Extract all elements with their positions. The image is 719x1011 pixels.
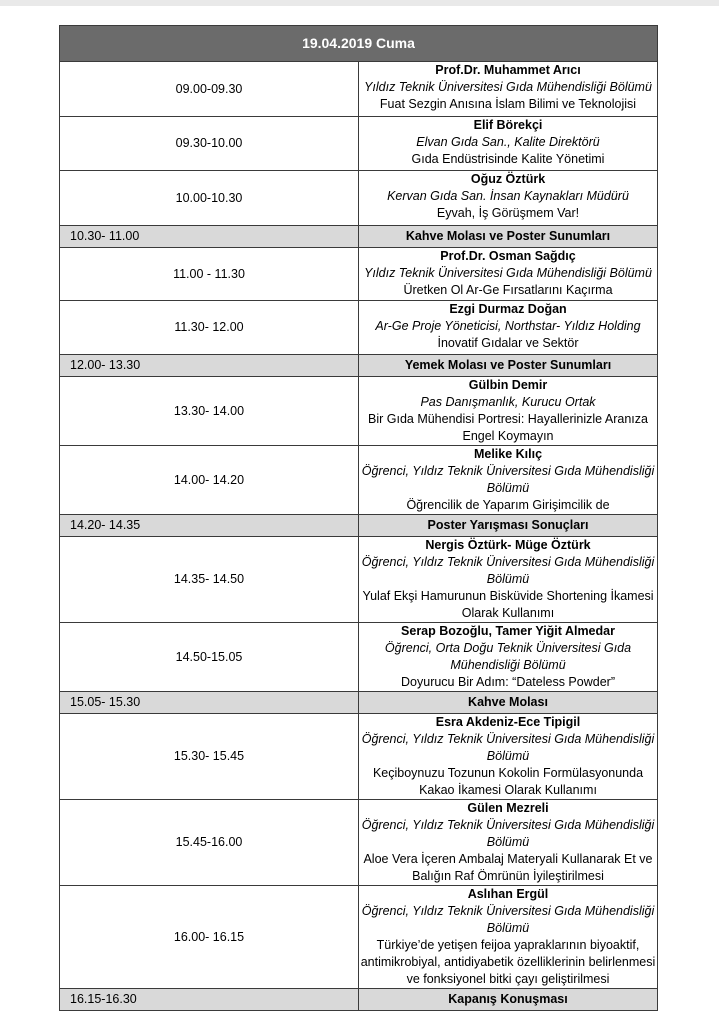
schedule-date-header: 19.04.2019 Cuma xyxy=(60,26,658,62)
session-time: 14.35- 14.50 xyxy=(60,537,359,623)
talk-title: Fuat Sezgin Anısına İslam Bilimi ve Teknolojisi xyxy=(379,97,637,111)
session-time: 15.45-16.00 xyxy=(60,800,359,886)
talk-title: Doyurucu Bir Adım: “Dateless Powder” xyxy=(401,675,615,689)
session-details xyxy=(359,446,658,515)
speaker-name: Ezgi Durmaz Doğan xyxy=(449,302,567,316)
schedule-header-row xyxy=(60,26,658,62)
speaker-affiliation: Pas Danışmanlık, Kurucu Ortak xyxy=(420,395,596,409)
session-time: 11.30- 12.00 xyxy=(60,301,359,355)
session-details xyxy=(359,301,658,355)
table-row xyxy=(60,886,658,989)
session-time: 15.30- 15.45 xyxy=(60,714,359,800)
break-row xyxy=(60,355,658,377)
table-row xyxy=(60,537,658,623)
session-time: 13.30- 14.00 xyxy=(60,377,359,446)
table-row xyxy=(60,377,658,446)
speaker-affiliation: Öğrenci, Yıldız Teknik Üniversitesi Gıda Mühendisliği Bölümü xyxy=(361,555,655,586)
speaker-affiliation: Kervan Gıda San. İnsan Kaynakları Müdürü xyxy=(387,189,629,203)
table-row xyxy=(60,117,658,171)
break-row xyxy=(60,226,658,248)
speaker-name: Elif Börekçi xyxy=(473,118,543,132)
break-label: Yemek Molası ve Poster Sunumları xyxy=(359,355,658,377)
session-time: 15.05- 15.30 xyxy=(60,692,359,714)
session-details xyxy=(359,377,658,446)
speaker-name: Serap Bozoğlu, Tamer Yiğit Almedar xyxy=(401,624,615,638)
talk-title: Türkiye’de yetişen feijoa yapraklarının biyoaktif, antimikrobiyal, antidiyabetik özelliklerinin belirlenmesi ve fonksiyonel bitki çayı geliştirilmesi xyxy=(360,938,656,986)
session-time: 09.30-10.00 xyxy=(60,117,359,171)
session-details xyxy=(359,62,658,117)
session-details xyxy=(359,248,658,301)
speaker-affiliation: Öğrenci, Orta Doğu Teknik Üniversitesi Gıda Mühendisliği Bölümü xyxy=(384,641,632,672)
speaker-name: Prof.Dr. Muhammet Arıcı xyxy=(435,63,581,77)
speaker-name: Nergis Öztürk- Müge Öztürk xyxy=(425,538,591,552)
talk-title: Yulaf Ekşi Hamurunun Bisküvide Shortening İkamesi Olarak Kullanımı xyxy=(362,589,654,620)
break-row xyxy=(60,692,658,714)
talk-title: Üretken Ol Ar-Ge Fırsatlarını Kaçırma xyxy=(403,283,613,297)
table-row xyxy=(60,623,658,692)
session-time: 12.00- 13.30 xyxy=(60,355,359,377)
table-row xyxy=(60,446,658,515)
session-details xyxy=(359,714,658,800)
session-time: 10.30- 11.00 xyxy=(60,226,359,248)
talk-title: Eyvah, İş Görüşmem Var! xyxy=(436,206,580,220)
talk-title: İnovatif Gıdalar ve Sektör xyxy=(437,336,579,350)
session-details xyxy=(359,800,658,886)
break-row xyxy=(60,989,658,1011)
session-details xyxy=(359,537,658,623)
session-time: 14.00- 14.20 xyxy=(60,446,359,515)
session-time: 09.00-09.30 xyxy=(60,62,359,117)
speaker-affiliation: Ar-Ge Proje Yöneticisi, Northstar- Yıldız Holding xyxy=(375,319,641,333)
session-details xyxy=(359,117,658,171)
table-row xyxy=(60,248,658,301)
schedule-table xyxy=(59,25,658,1011)
speaker-affiliation: Öğrenci, Yıldız Teknik Üniversitesi Gıda Mühendisliği Bölümü xyxy=(361,732,655,763)
session-time: 14.50-15.05 xyxy=(60,623,359,692)
speaker-name: Esra Akdeniz-Ece Tipigil xyxy=(435,715,581,729)
speaker-name: Oğuz Öztürk xyxy=(470,172,546,186)
speaker-name: Aslıhan Ergül xyxy=(467,887,549,901)
table-row xyxy=(60,62,658,117)
speaker-name: Prof.Dr. Osman Sağdıç xyxy=(440,249,576,263)
talk-title: Öğrencilik de Yaparım Girişimcilik de xyxy=(406,498,610,512)
session-time: 14.20- 14.35 xyxy=(60,515,359,537)
speaker-affiliation: Yıldız Teknik Üniversitesi Gıda Mühendisliği Bölümü xyxy=(364,266,652,280)
speaker-affiliation: Yıldız Teknik Üniversitesi Gıda Mühendisliği Bölümü xyxy=(364,80,652,94)
session-time: 11.00 - 11.30 xyxy=(60,248,359,301)
table-row xyxy=(60,714,658,800)
break-row xyxy=(60,515,658,537)
talk-title: Bir Gıda Mühendisi Portresi: Hayallerinizle Aranıza Engel Koymayın xyxy=(368,412,648,443)
speaker-affiliation: Öğrenci, Yıldız Teknik Üniversitesi Gıda Mühendisliği Bölümü xyxy=(361,818,655,849)
talk-title: Keçiboynuzu Tozunun Kokolin Formülasyonunda Kakao İkamesi Olarak Kullanımı xyxy=(372,766,644,797)
talk-title: Gıda Endüstrisinde Kalite Yönetimi xyxy=(411,152,605,166)
speaker-affiliation: Öğrenci, Yıldız Teknik Üniversitesi Gıda Mühendisliği Bölümü xyxy=(361,464,655,495)
speaker-affiliation: Elvan Gıda San., Kalite Direktörü xyxy=(416,135,600,149)
break-label: Poster Yarışması Sonuçları xyxy=(359,515,658,537)
session-time: 16.15-16.30 xyxy=(60,989,359,1011)
table-row xyxy=(60,301,658,355)
session-time: 16.00- 16.15 xyxy=(60,886,359,989)
talk-title: Aloe Vera İçeren Ambalaj Materyali Kullanarak Et ve Balığın Raf Ömrünün İyileştirilmesi xyxy=(363,852,653,883)
top-edge-shadow xyxy=(0,0,719,6)
speaker-name: Melike Kılıç xyxy=(473,447,543,461)
speaker-affiliation: Öğrenci, Yıldız Teknik Üniversitesi Gıda Mühendisliği Bölümü xyxy=(361,904,655,935)
speaker-name: Gülbin Demir xyxy=(468,378,548,392)
session-details xyxy=(359,171,658,226)
speaker-name: Gülen Mezreli xyxy=(467,801,549,815)
table-row xyxy=(60,800,658,886)
break-label: Kapanış Konuşması xyxy=(359,989,658,1011)
session-time: 10.00-10.30 xyxy=(60,171,359,226)
break-label: Kahve Molası ve Poster Sunumları xyxy=(359,226,658,248)
session-details xyxy=(359,623,658,692)
table-row xyxy=(60,171,658,226)
session-details xyxy=(359,886,658,989)
break-label: Kahve Molası xyxy=(359,692,658,714)
